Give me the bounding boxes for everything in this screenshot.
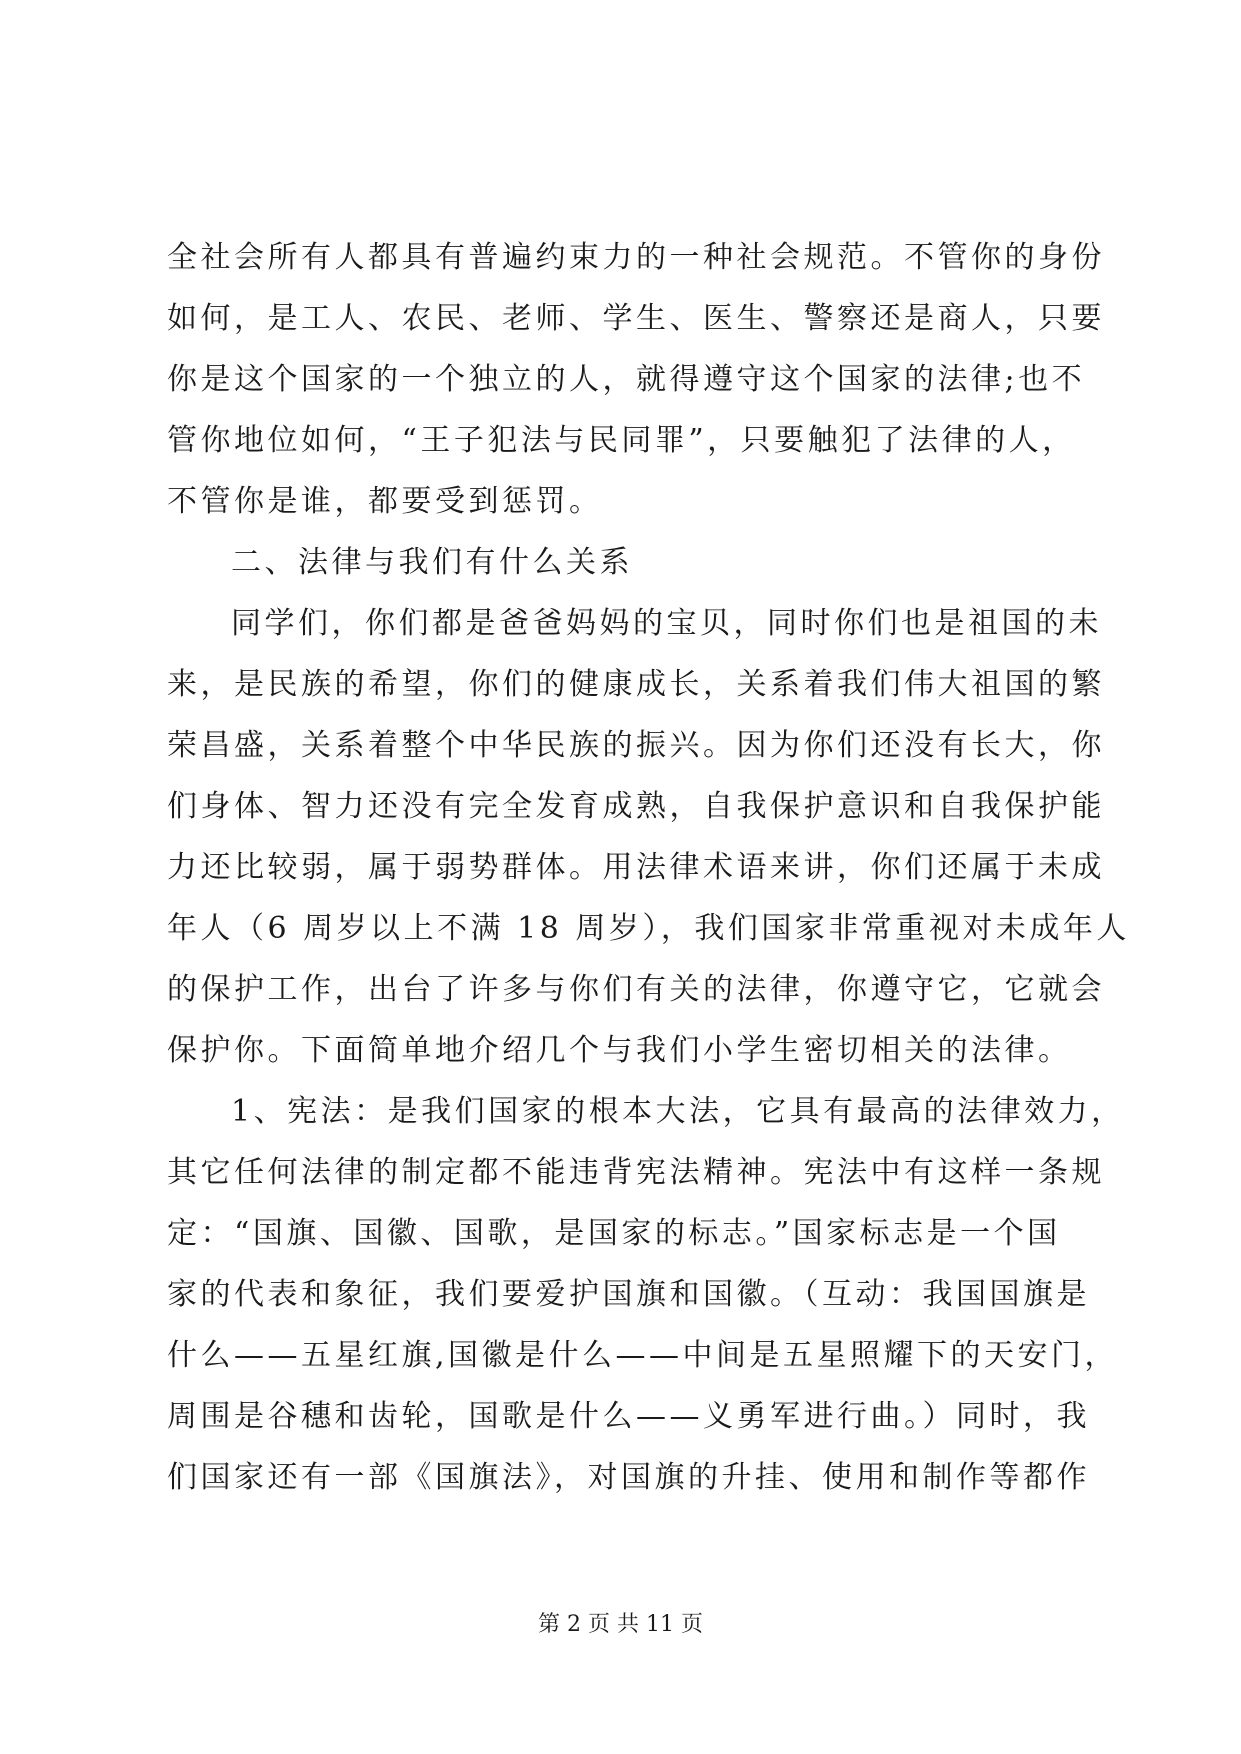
body-line: 周围是谷穗和齿轮，国歌是什么——义勇军进行曲。）同时，我 <box>167 1399 1090 1434</box>
body-line: 全社会所有人都具有普遍约束力的一种社会规范。不管你的身份 <box>167 240 1105 275</box>
body-line: 力还比较弱，属于弱势群体。用法律术语来讲，你们还属于未成 <box>167 850 1105 885</box>
body-line: 其它任何法律的制定都不能违背宪法精神。宪法中有这样一条规 <box>167 1155 1105 1190</box>
body-line: 定：“国旗、国徽、国歌，是国家的标志。”国家标志是一个国 <box>167 1216 1061 1251</box>
body-line: 管你地位如何，“王子犯法与民同罪”，只要触犯了法律的人， <box>167 423 1076 458</box>
body-line: 如何，是工人、农民、老师、学生、医生、警察还是商人，只要 <box>167 301 1105 336</box>
paragraph-start: 同学们，你们都是爸爸妈妈的宝贝，同时你们也是祖国的未 <box>231 606 1102 641</box>
body-line: 来，是民族的希望，你们的健康成长，关系着我们伟大祖国的繁 <box>167 667 1105 702</box>
body-line: 荣昌盛，关系着整个中华民族的振兴。因为你们还没有长大，你 <box>167 728 1105 763</box>
page-number-footer: 第 2 页 共 11 页 <box>538 1612 703 1637</box>
body-line: 保护你。下面简单地介绍几个与我们小学生密切相关的法律。 <box>167 1033 1072 1068</box>
body-line: 的保护工作，出台了许多与你们有关的法律，你遵守它，它就会 <box>167 972 1105 1007</box>
document-body <box>167 227 1130 1508</box>
body-line: 们国家还有一部《国旗法》，对国旗的升挂、使用和制作等都作 <box>167 1460 1090 1495</box>
section-heading: 二、法律与我们有什么关系 <box>231 545 633 580</box>
body-line: 什么——五星红旗,国徽是什么——中间是五星照耀下的天安门， <box>167 1338 1119 1373</box>
body-line: 年人（6 周岁以上不满 18 周岁），我们国家非常重视对未成年人 <box>167 911 1130 946</box>
paragraph-start: 1、宪法：是我们国家的根本大法，它具有最高的法律效力， <box>231 1094 1125 1129</box>
body-line: 们身体、智力还没有完全发育成熟，自我保护意识和自我保护能 <box>167 789 1105 824</box>
body-line: 你是这个国家的一个独立的人，就得遵守这个国家的法律;也不 <box>167 362 1086 397</box>
body-line: 家的代表和象征，我们要爱护国旗和国徽。（互动：我国国旗是 <box>167 1277 1090 1312</box>
body-line: 不管你是谁，都要受到惩罚。 <box>167 484 603 519</box>
